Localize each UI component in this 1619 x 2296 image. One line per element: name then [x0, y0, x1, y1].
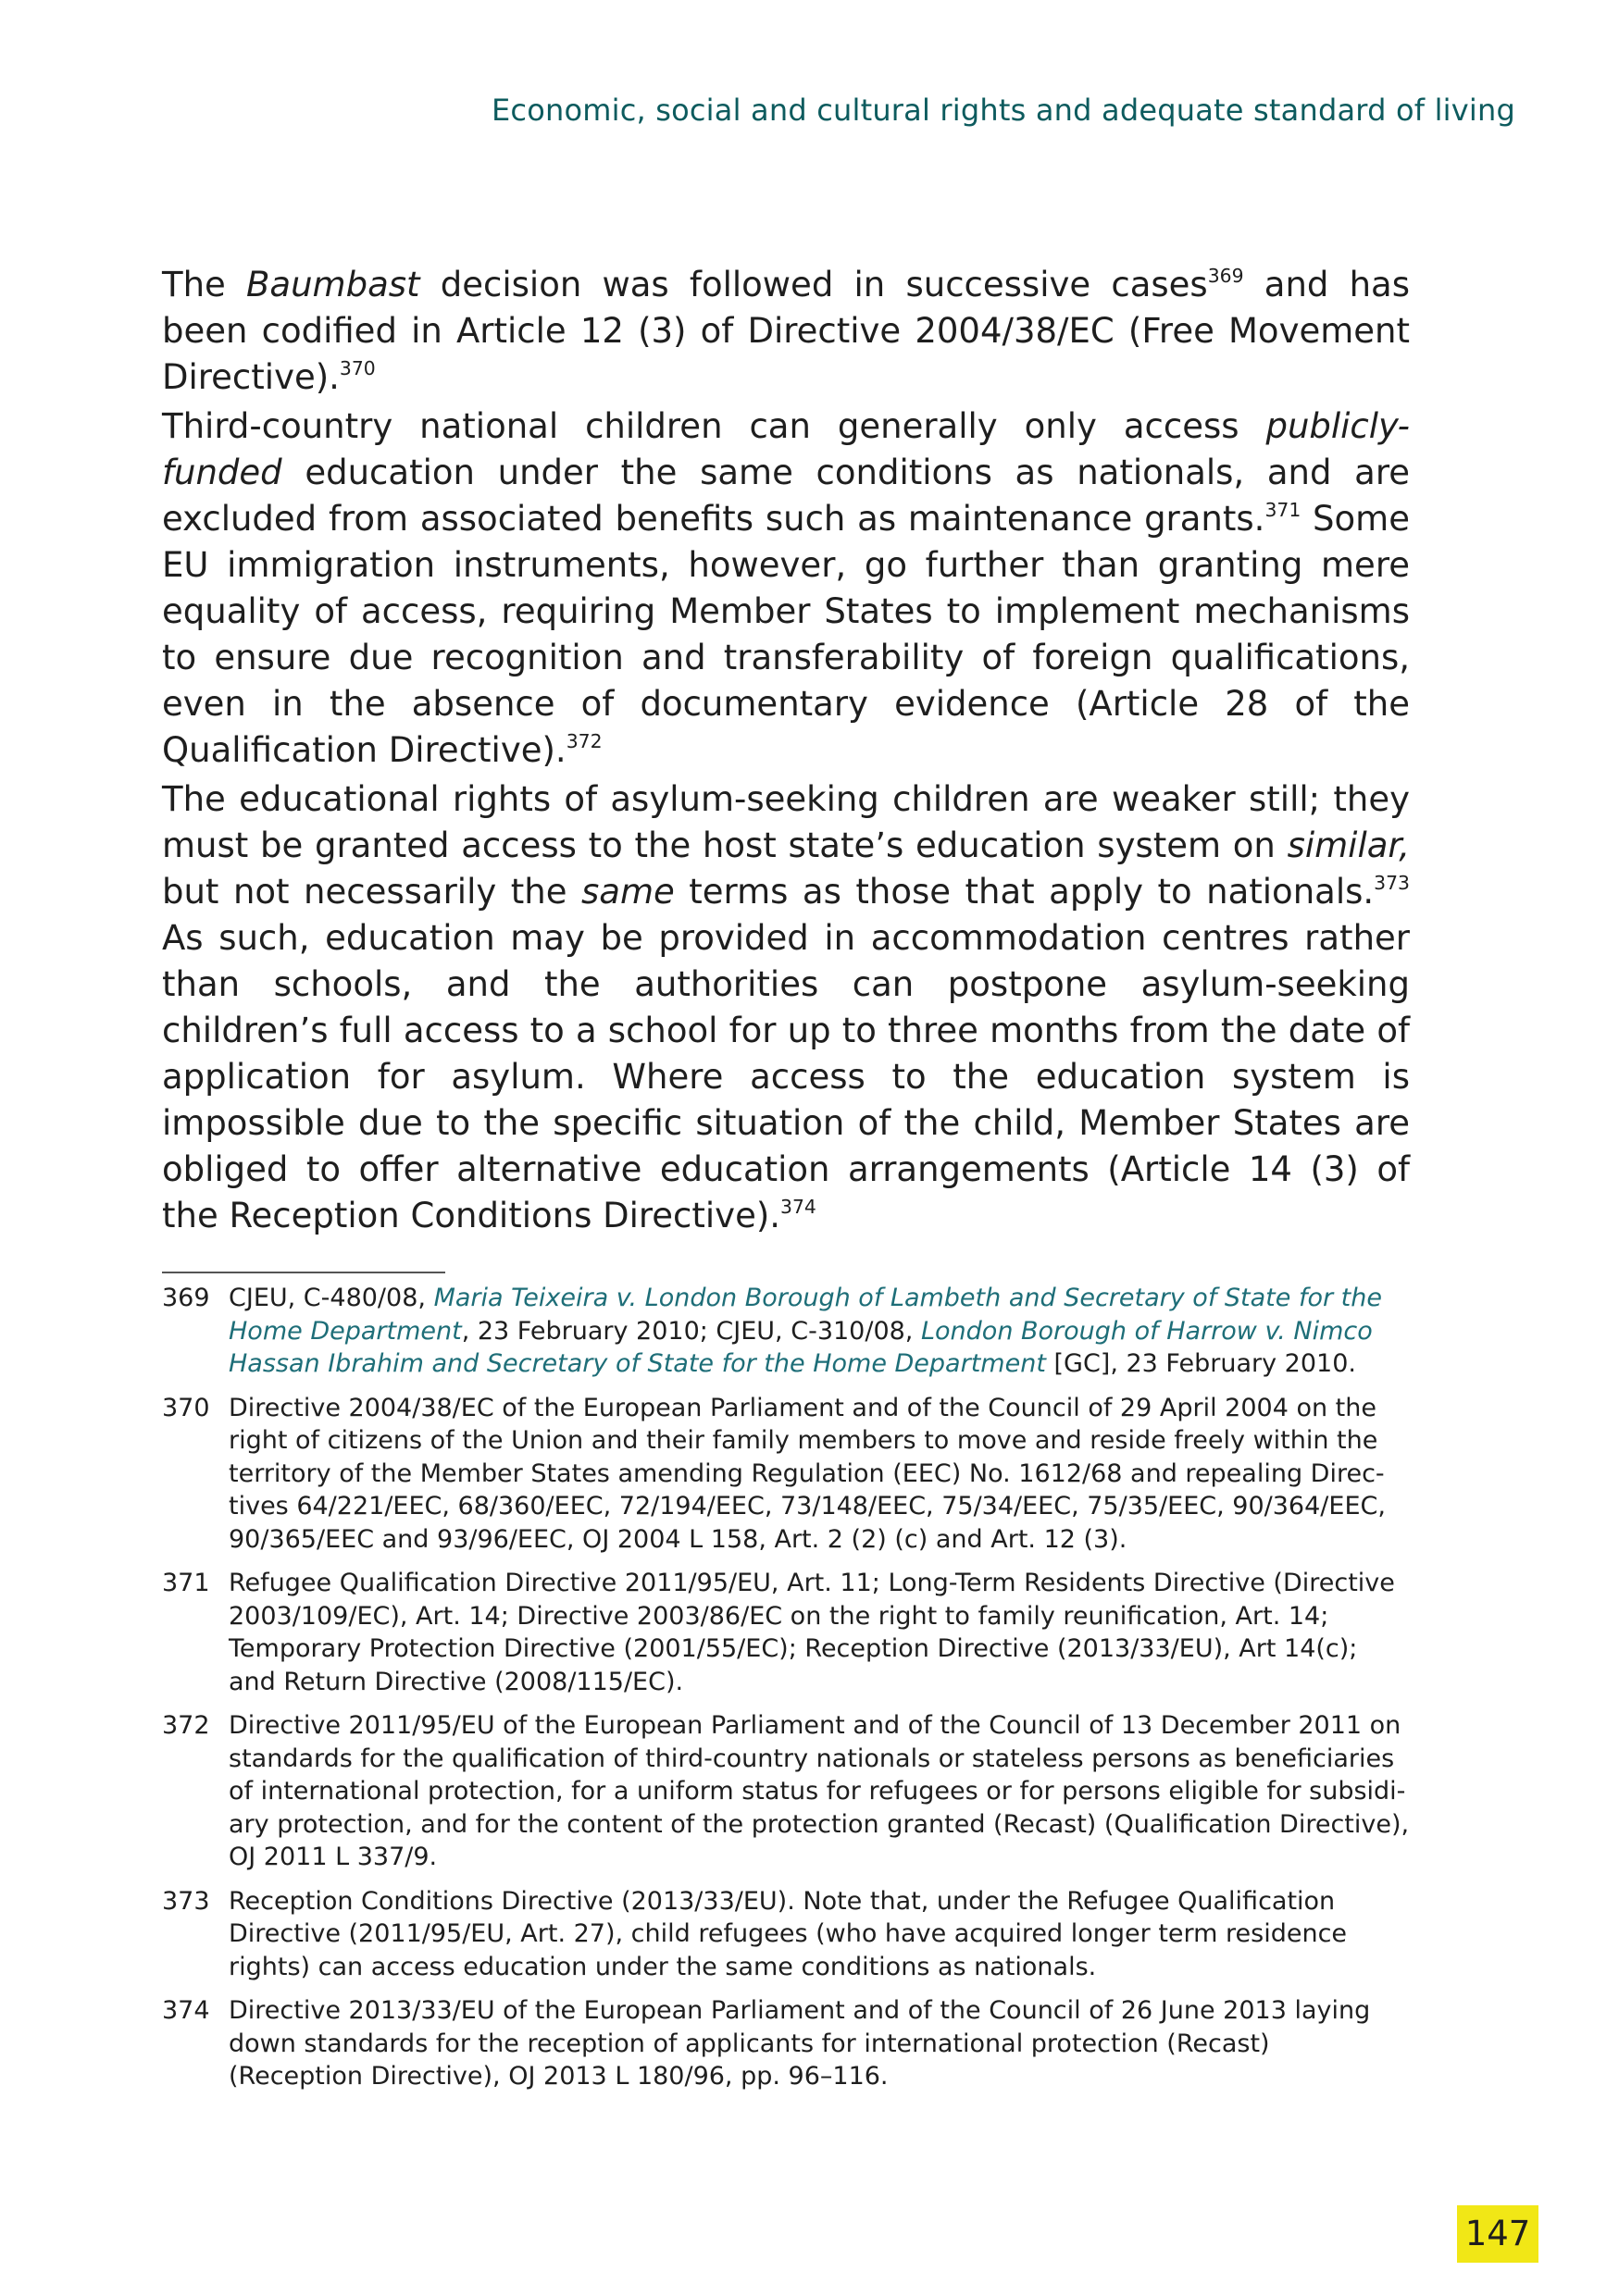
footnote-reference[interactable]: 374 [780, 1195, 816, 1218]
body-paragraph: The Baumbast decision was followed in successive cases$^{369}$ and has been codified in Article 12 (3) of Directive 2004/38/EC (Free Movement Directive).$^{370}$ [162, 264, 1410, 397]
emphasis: Baumbast [246, 265, 420, 304]
running-header: Economic, social and cultural rights and adequate standard of living [491, 93, 1515, 128]
footnote-text: Refugee Qualification Directive 2011/95/EU, Art. 11; Long-Term Residents Directive (Directive 2003/109/EC), Art. 14; Directive 2003/86/EC on the right to family reunification, Art. 14; Temporary Protection Directive (2001/55/EC); Reception Directive (2013/33/EU), Art 14(c); and Return Directive (2008/115/EC). [229, 1569, 1395, 1696]
footnote-number: 370 [162, 1393, 210, 1422]
footnote [162, 1392, 1410, 1557]
footnote-number: 374 [162, 1996, 210, 2025]
footnotes [162, 1282, 1410, 2104]
footnote-reference[interactable]: 370 [339, 356, 376, 379]
case-link[interactable]: Maria Teixeira v. London Borough of Lambeth and Secretary of State for the Home Department [229, 1284, 1382, 1346]
emphasis: similar, [1287, 825, 1410, 865]
page-number: 147 [1457, 2205, 1538, 2263]
footnote-text: Directive 2004/38/EC of the European Parliament and of the Council of 29 April 2004 on the right of citizens of the Union and their family members to move and reside freely within the territory of the Member States amending Regulation (EEC) No. 1612/68 and repealing Directives 64/221/EEC, 68/360/EEC, 72/194/EEC, 73/148/EEC, 75/34/EEC, 75/35/EEC, 90/364/EEC, 90/365/EEC and 93/96/EEC, OJ 2004 L 158, Art. 2 (2) (c) and Art. 12 (3). [229, 1393, 1386, 1554]
footnote-number: 372 [162, 1711, 210, 1740]
footnote-divider [162, 1272, 445, 1273]
case-link[interactable]: London Borough of Harrow v. Nimco Hassan Ibrahim and Secretary of State for the Home Department [229, 1316, 1373, 1378]
footnote [162, 1282, 1410, 1381]
footnote [162, 1709, 1410, 1874]
footnote-number: 373 [162, 1886, 210, 1916]
body-paragraph: Third-country national children can generally only access publicly-funded education under the same conditions as nationals, and are excluded from associated benefits such as maintenance grants.$^{371}$ Some EU immigration instruments, however, go further than granting mere equality of access, requiring Member States to implement mechanisms to ensure due recognition and transferability of foreign qualifications, even in the absence of documentary evidence (Article 28 of the Qualification Directive).$^{372}$ [162, 406, 1410, 770]
footnote-text: Directive 2013/33/EU of the European Parliament and of the Council of 26 June 2013 laying down standards for the reception of applicants for international protection (Recast) (Reception Directive), OJ 2013 L 180/96, pp. 96–116. [229, 1996, 1371, 2091]
footnote-reference[interactable]: 371 [1264, 498, 1301, 521]
footnote-reference[interactable]: 372 [566, 729, 603, 752]
footnote [162, 1885, 1410, 1984]
footnote-number: 371 [162, 1569, 210, 1597]
footnote-number: 369 [162, 1284, 210, 1312]
emphasis: publicly-funded [162, 406, 1410, 492]
footnote-text: Directive 2011/95/EU of the European Parliament and of the Council of 13 December 2011 on standards for the qualification of third-country nationals or stateless persons as beneficiaries of international protection, for a uniform status for refugees or for persons eligible for subsidiary protection, and for the content of the protection granted (Recast) (Qualification Directive), OJ 2011 L 337/9. [229, 1711, 1410, 1871]
footnote-reference[interactable]: 369 [1207, 264, 1244, 287]
footnote-reference[interactable]: 373 [1374, 871, 1410, 894]
footnote-text: CJEU, C-480/08, Maria Teixeira v. London Borough of Lambeth and Secretary of State for the Home Department, 23 February 2010; CJEU, C-310/08, London Borough of Harrow v. Nimco Hassan Ibrahim and Secretary of State for the Home Department [GC], 23 February 2010. [229, 1284, 1382, 1378]
emphasis: same [581, 872, 675, 912]
body-paragraph: The educational rights of asylum-seeking children are weaker still; they must be granted access to the host state’s education system on similar, but not necessarily the same terms as those that apply to nationals.$^{373}$ As such, education may be provided in accommodation centres rather than schools, and the authorities can postpone asylum-seeking children’s full access to a school for up to three months from the date of application for asylum. Where access to the education system is impossible due to the specific situation of the child, Member States are obliged to offer alternative education arrangements (Article 14 (3) of the Reception Conditions Directive).$^{374}$ [162, 779, 1410, 1235]
footnote-text: Reception Conditions Directive (2013/33/EU). Note that, under the Refugee Qualification Directive (2011/95/EU, Art. 27), child refugees (who have acquired longer term residence rights) can access education under the same conditions as nationals. [229, 1886, 1348, 1981]
footnote [162, 1567, 1410, 1698]
footnote [162, 1994, 1410, 2093]
